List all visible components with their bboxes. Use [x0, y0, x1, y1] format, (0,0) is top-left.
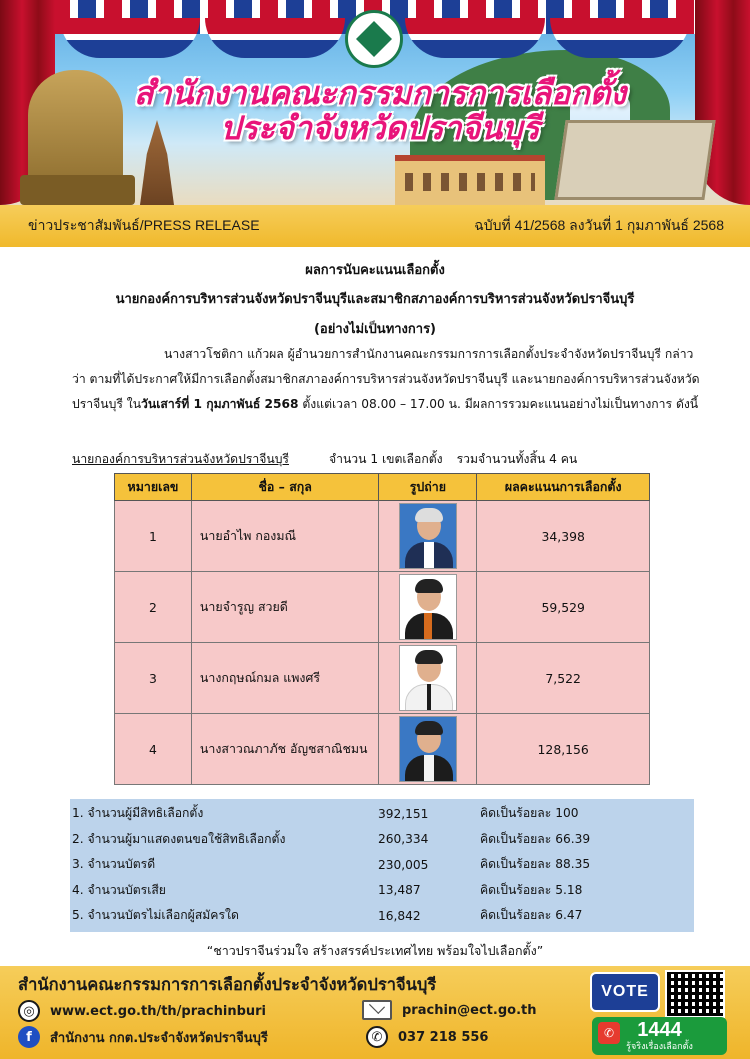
candidate-number: 4 — [115, 714, 192, 785]
stat-label: 2. จำนวนผู้มาแสดงตนขอใช้สิทธิเลือกตั้ง — [72, 831, 286, 846]
hotline-number: 1444 — [637, 1019, 682, 1041]
stat-row — [70, 903, 694, 929]
candidate-score: 59,529 — [477, 572, 650, 643]
district-count: จำนวน 1 เขตเลือกตั้ง — [328, 452, 443, 466]
issue-number-date: ฉบับที่ 41/2568 ลงวันที่ 1 กุมภาพันธ์ 2568 — [474, 217, 724, 233]
facebook-icon: f — [18, 1026, 40, 1048]
stat-row — [70, 878, 694, 904]
flag-swag — [550, 18, 690, 58]
candidate-number: 1 — [115, 501, 192, 572]
stat-percent: คิดเป็นร้อยละ 66.39 — [480, 831, 591, 846]
vote-badge-text: VOTE — [601, 983, 649, 1000]
stat-percent: คิดเป็นร้อยละ 6.47 — [480, 908, 583, 923]
candidate-number: 2 — [115, 572, 192, 643]
globe-icon: ◎ — [18, 1000, 40, 1022]
flag-swag — [405, 18, 545, 58]
header-banner — [0, 0, 750, 205]
envelope-icon — [362, 1000, 392, 1020]
website-text: www.ect.go.th/th/prachinburi — [50, 1003, 267, 1019]
stat-label: 3. จำนวนบัตรดี — [72, 857, 156, 872]
stat-value: 13,487 — [378, 883, 421, 898]
banner-title-line2: ประจำจังหวัดปราจีนบุรี — [220, 109, 540, 147]
ect-emblem-logo — [345, 10, 403, 68]
section-heading — [72, 450, 712, 469]
stat-value: 230,005 — [378, 857, 429, 872]
phone-link[interactable] — [366, 1026, 488, 1048]
campaign-slogan: “ชาวปราจีนร่วมใจ สร้างสรรค์ประเทศไทย พร้อมใจไปเลือกตั้ง” — [206, 943, 544, 958]
candidate-table — [114, 473, 650, 785]
candidate-photo — [399, 716, 457, 782]
facebook-link[interactable] — [18, 1026, 268, 1048]
email-link[interactable] — [362, 1000, 536, 1020]
candidate-name: นางสาวณภาภัช อัญชสาณิชมน — [191, 714, 379, 785]
government-building-image — [395, 155, 545, 205]
stat-row — [70, 801, 694, 827]
candidate-photo — [399, 645, 457, 711]
press-release-label: ข่าวประชาสัมพันธ์/PRESS RELEASE — [28, 217, 260, 233]
phone-icon: ✆ — [366, 1026, 388, 1048]
hotline-tagline: รู้จริงเรื่องเลือกตั้ง — [626, 1041, 693, 1051]
candidate-name: นางกฤษณ์กมล แพงศรี — [191, 643, 379, 714]
press-release-bar — [0, 205, 750, 247]
document-title: ผลการนับคะแนนเลือกตั้ง — [305, 263, 445, 278]
stat-row — [70, 827, 694, 853]
unofficial-note: (อย่างไม่เป็นทางการ) — [313, 322, 436, 337]
intro-paragraph — [72, 342, 700, 417]
table-row — [115, 501, 650, 572]
turnout-statistics — [70, 799, 694, 932]
facebook-text: สำนักงาน กกต.ประจำจังหวัดปราจีนบุรี — [50, 1030, 268, 1046]
header-number: หมายเลข — [115, 474, 192, 501]
table-row — [115, 714, 650, 785]
smart-vote-badge — [590, 972, 660, 1012]
stat-percent: คิดเป็นร้อยละ 88.35 — [480, 857, 591, 872]
candidate-score: 7,522 — [477, 643, 650, 714]
candidate-number: 3 — [115, 643, 192, 714]
banner-title-line1: สำนักงานคณะกรรมการการเลือกตั้ง — [134, 74, 626, 112]
header-photo: รูปถ่าย — [379, 474, 477, 501]
hotline-badge — [592, 1017, 727, 1055]
stat-label: 1. จำนวนผู้มีสิทธิเลือกตั้ง — [72, 806, 204, 821]
header-name: ชื่อ – สกุล — [191, 474, 379, 501]
table-row — [115, 643, 650, 714]
table-row — [115, 572, 650, 643]
stat-value: 16,842 — [378, 908, 421, 923]
email-text: prachin@ect.go.th — [402, 1002, 537, 1018]
stat-row — [70, 852, 694, 878]
election-date: วันเสาร์ที่ 1 กุมภาพันธ์ 2568 — [141, 397, 299, 411]
section-title: นายกองค์การบริหารส่วนจังหวัดปราจีนบุรี — [72, 452, 289, 466]
footer-office-name: สำนักงานคณะกรรมการการเลือกตั้งประจำจังหวัดปราจีนบุรี — [18, 975, 437, 994]
candidate-score: 128,156 — [477, 714, 650, 785]
stat-percent: คิดเป็นร้อยละ 100 — [480, 806, 579, 821]
stat-label: 4. จำนวนบัตรเสีย — [72, 882, 166, 897]
candidate-name: นายอำไพ กองมณี — [191, 501, 379, 572]
phone-text: 037 218 556 — [398, 1029, 489, 1045]
candidate-score: 34,398 — [477, 501, 650, 572]
stat-percent: คิดเป็นร้อยละ 5.18 — [480, 882, 583, 897]
stat-label: 5. จำนวนบัตรไม่เลือกผู้สมัครใด — [72, 908, 239, 923]
intro-text-part1: นางสาวโชติกา แก้วผล ผู้อำนวยการสำนักงานคณะกรรมการการเลือกตั้งประจำจังหวัดปราจีนบุรี กล่าวว่า ตามที่ได้ประกาศให้มีการเลือกตั้งสมาชิกสภาองค์การบริหารส่วนจังหวัดปราจีนบุรี และนายกองค์การบริหารส่วนจังหวัดปราจีนบุรี ใน — [72, 347, 700, 411]
candidate-photo — [399, 503, 457, 569]
stat-value: 260,334 — [378, 832, 429, 847]
statue-base — [20, 175, 135, 205]
stat-value: 392,151 — [378, 806, 429, 821]
header-score: ผลคะแนนการเลือกตั้ง — [477, 474, 650, 501]
document-subtitle: นายกองค์การบริหารส่วนจังหวัดปราจีนบุรีและสมาชิกสภาองค์การบริหารส่วนจังหวัดปราจีนบุรี — [115, 292, 635, 307]
flag-swag — [60, 18, 200, 58]
phone-icon: ✆ — [598, 1022, 620, 1044]
candidate-name: นายจำรูญ สวยดี — [191, 572, 379, 643]
candidate-photo — [399, 574, 457, 640]
qr-code[interactable] — [665, 970, 725, 1018]
candidate-total: รวมจำนวนทั้งสิ้น 4 คน — [456, 452, 578, 466]
table-header-row — [115, 474, 650, 501]
flag-swag — [205, 18, 345, 58]
website-link[interactable] — [18, 1000, 266, 1022]
intro-text-part2: ตั้งแต่เวลา 08.00 – 17.00 น. มีผลการรวมคะแนนอย่างไม่เป็นทางการ ดังนี้ — [298, 397, 699, 411]
